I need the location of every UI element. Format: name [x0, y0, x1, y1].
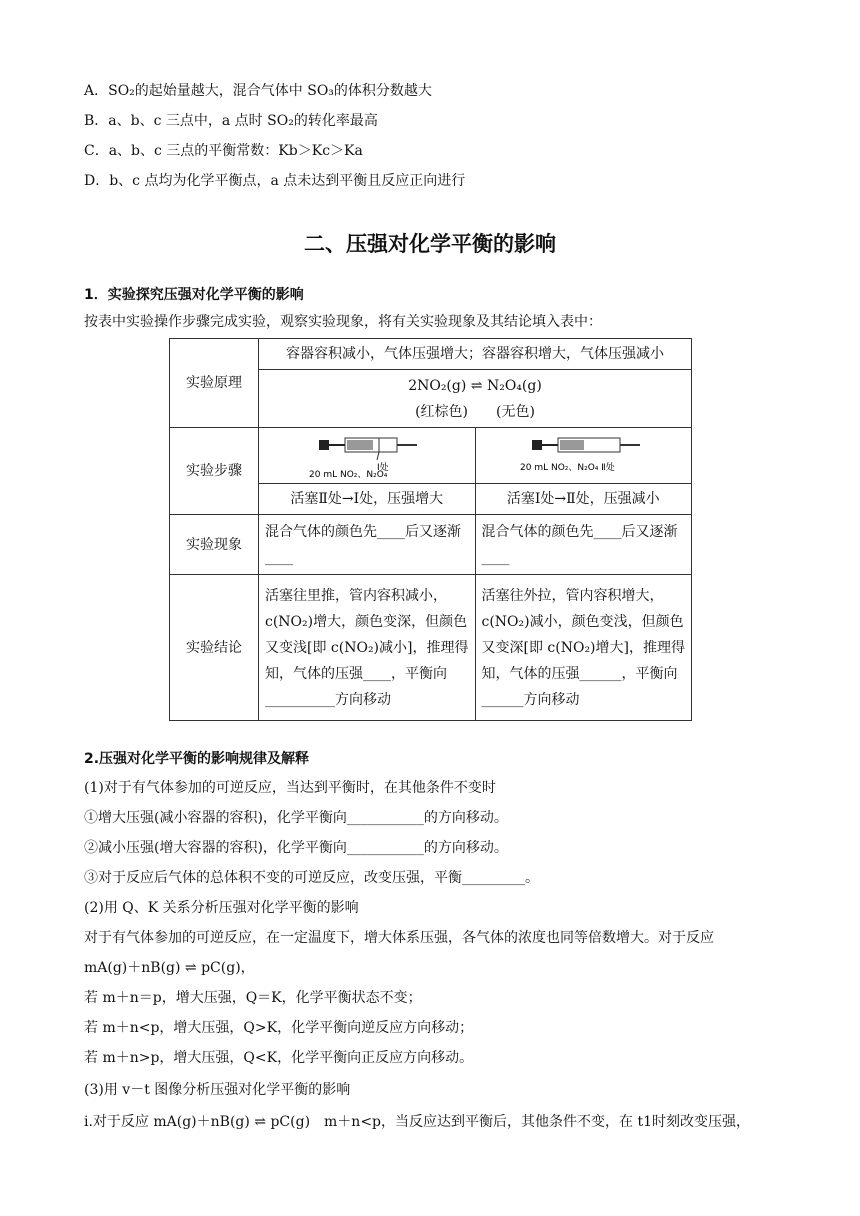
- rule-2-case-gt: 若 m＋n>p，增大压强，Q<K，化学平衡向正反应方向移动。: [84, 1050, 474, 1066]
- option-c: C．a、b、c 三点的平衡常数：Kb＞Kc＞Ka: [84, 143, 363, 159]
- option-b: B．a、b、c 三点中，a 点时 SO₂的转化率最高: [84, 113, 378, 129]
- syringe-right-caption: 20 mL NO₂、N₂O₄ Ⅱ处: [520, 462, 615, 473]
- step-right: 活塞Ⅰ处→Ⅱ处，压强减小: [475, 484, 692, 515]
- equation: 2NO₂(g) ⇌ N₂O₄(g): [408, 377, 542, 394]
- rule-3-i: ⅰ.对于反应 mA(g)＋nB(g) ⇌ pC(g) m＋n<p，当反应达到平衡后，其他条件不变，在 t1时刻改变压强，: [84, 1114, 750, 1130]
- sub1-heading: 1．实验探究压强对化学平衡的影响: [84, 287, 304, 303]
- rule-2: (2)用 Q、K 关系分析压强对化学平衡的影响: [84, 900, 359, 916]
- equation-colors: (红棕色) (无色): [415, 403, 535, 420]
- syringe-left-cell: [259, 428, 476, 484]
- syringe-left-mark: Ⅰ处: [376, 462, 389, 473]
- syringe-right-icon: [518, 434, 648, 478]
- principle-text: 容器容积减小，气体压强增大；容器容积增大，气体压强减小: [259, 339, 692, 370]
- syringe-left-caption: 20 mL NO₂、N₂O₄: [308, 469, 388, 478]
- rule-1c: ③对于反应后气体的总体积不变的可逆反应，改变压强，平衡_________。: [84, 870, 539, 886]
- rule-1b: ②减小压强(增大容器的容积)，化学平衡向___________的方向移动。: [84, 840, 508, 856]
- syringe-right-cell: [475, 428, 692, 484]
- rule-2-equation: mA(g)＋nB(g) ⇌ pC(g)，: [84, 960, 255, 976]
- rule-2-case-lt: 若 m＋n<p，增大压强，Q>K，化学平衡向逆反应方向移动；: [84, 1020, 474, 1036]
- rule-1a: ①增大压强(减小容器的容积)，化学平衡向___________的方向移动。: [84, 810, 508, 826]
- steps-label: 实验步骤: [170, 428, 259, 515]
- conclusion-left: 活塞往里推，管内容积减小，c(NO₂)增大，颜色变深，但颜色又变浅[即 c(NO₂)减小]，推理得知，气体的压强____，平衡向__________方向移动: [259, 575, 476, 721]
- rule-3: (3)用 v－t 图像分析压强对化学平衡的影响: [84, 1082, 351, 1098]
- sub1-intro: 按表中实验操作步骤完成实验，观察实验现象，将有关实验现象及其结论填入表中：: [84, 314, 602, 330]
- rule-2-case-eq: 若 m＋n＝p，增大压强，Q＝K，化学平衡状态不变；: [84, 990, 422, 1006]
- option-a: A．SO₂的起始量越大，混合气体中 SO₃的体积分数越大: [84, 83, 432, 99]
- phenomenon-right: 混合气体的颜色先____后又逐渐____: [475, 515, 692, 575]
- rule-1: (1)对于有气体参加的可逆反应，当达到平衡时，在其他条件不变时: [84, 780, 496, 796]
- section-title: 二、压强对化学平衡的影响: [304, 232, 556, 256]
- phenomenon-left: 混合气体的颜色先____后又逐渐____: [259, 515, 476, 575]
- step-left: 活塞Ⅱ处→Ⅰ处，压强增大: [259, 484, 476, 515]
- phenomenon-label: 实验现象: [170, 515, 259, 575]
- syringe-left-icon: [307, 434, 427, 478]
- sub2-heading: 2.压强对化学平衡的影响规律及解释: [84, 751, 310, 767]
- principle-label: 实验原理: [170, 339, 259, 428]
- option-d: D．b、c 点均为化学平衡点，a 点未达到平衡且反应正向进行: [84, 173, 466, 189]
- conclusion-label: 实验结论: [170, 575, 259, 721]
- conclusion-right: 活塞往外拉，管内容积增大，c(NO₂)减小，颜色变浅，但颜色又变深[即 c(NO₂)增大]，推理得知，气体的压强______，平衡向______方向移动: [475, 575, 692, 721]
- experiment-table: [169, 338, 692, 721]
- rule-2-text: 对于有气体参加的可逆反应，在一定温度下，增大体系压强，各气体的浓度也同等倍数增大。对于反应: [84, 930, 714, 946]
- principle-equation-cell: [259, 370, 692, 428]
